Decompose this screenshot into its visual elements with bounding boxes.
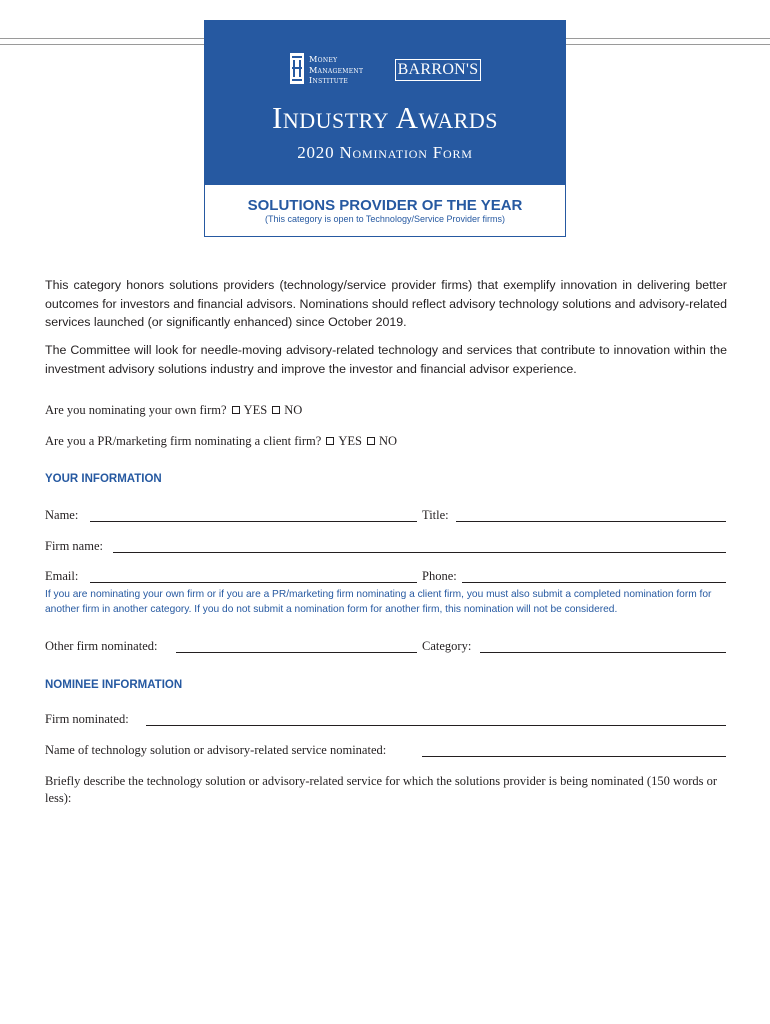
mmi-logo	[290, 53, 382, 89]
email-field[interactable]	[45, 568, 417, 584]
firm-nominated-field[interactable]	[45, 711, 726, 727]
solution-name-field[interactable]	[45, 742, 726, 758]
nomination-requirement-note: If you are nominating your own firm or if you are a PR/marketing firm nominating a client firm, you must also submit a completed nomination form for another firm in another category. If you do not submit a nomination form for another firm, this nomination will not be considered.	[45, 589, 712, 615]
question-pr-firm-label: Are you a PR/marketing firm nominating a client firm?	[45, 434, 322, 448]
awards-title: Industry Awards	[272, 100, 498, 135]
question-own-firm	[45, 402, 302, 418]
intro-paragraph-1: This category honors solutions providers (technology/service provider firms) that exemplify innovation in delivering better outcomes for investors and financial advisors. Nominations should reflect advisory technology solutions and advisory-related services launched (or significantly enhanced) since October 2019.	[45, 278, 727, 329]
category-field[interactable]	[422, 638, 726, 654]
barrons-logo: BARRON'S	[395, 59, 481, 81]
phone-field[interactable]	[422, 568, 726, 584]
nominee-information-heading: NOMINEE INFORMATION	[45, 679, 183, 691]
mmi-wordmark	[309, 54, 363, 86]
category-input-line[interactable]	[480, 652, 726, 653]
describe-prompt: Briefly describe the technology solution or advisory-related service for which the solutions provider is being nominated (150 words or less):	[45, 774, 718, 805]
category-note: (This category is open to Technology/Service Provider firms)	[265, 214, 505, 224]
phone-label: Phone:	[422, 569, 457, 583]
name-label: Name:	[45, 508, 79, 522]
intro-paragraph-2: The Committee will look for needle-moving advisory-related technology and services that contribute to innovation within the investment advisory solutions industry and improve the investor and financial advisor experience.	[45, 343, 727, 376]
other-firm-input-line[interactable]	[176, 652, 417, 653]
your-information-heading: YOUR INFORMATION	[45, 473, 162, 485]
pr-firm-no-label: NO	[378, 434, 398, 448]
solution-name-input-line[interactable]	[422, 756, 726, 757]
title-label: Title:	[422, 508, 449, 522]
other-firm-field[interactable]	[45, 638, 417, 654]
mmi-logo-mark-icon	[290, 53, 304, 84]
org-line-3: Institute	[309, 75, 349, 85]
name-input-line[interactable]	[90, 521, 417, 522]
pr-firm-yes-label: YES	[338, 434, 362, 448]
category-title: SOLUTIONS PROVIDER OF THE YEAR	[247, 197, 523, 214]
own-firm-yes-label: YES	[243, 403, 268, 417]
title-field[interactable]	[422, 507, 726, 523]
other-firm-label: Other firm nominated:	[45, 639, 158, 653]
checkbox-icon[interactable]	[272, 406, 280, 414]
form-subtitle: 2020 Nomination Form	[297, 143, 473, 162]
banner-blue-panel	[205, 21, 565, 185]
firm-name-label: Firm name:	[45, 539, 103, 553]
name-field[interactable]	[45, 507, 417, 523]
header-banner	[204, 20, 566, 237]
email-input-line[interactable]	[90, 582, 417, 583]
firm-nominated-input-line[interactable]	[146, 725, 726, 726]
email-label: Email:	[45, 569, 79, 583]
question-own-firm-label: Are you nominating your own firm?	[45, 403, 227, 417]
phone-input-line[interactable]	[462, 582, 726, 583]
own-firm-no-label: NO	[284, 403, 303, 417]
org-line-1: Money	[309, 54, 338, 64]
firm-nominated-label: Firm nominated:	[45, 712, 129, 726]
checkbox-icon[interactable]	[232, 406, 240, 414]
category-label: Category:	[422, 639, 472, 653]
title-input-line[interactable]	[456, 521, 726, 522]
firm-name-field[interactable]	[45, 538, 726, 554]
question-pr-firm	[45, 433, 397, 449]
org-line-2: Management	[309, 64, 364, 75]
checkbox-icon[interactable]	[326, 437, 334, 445]
checkbox-icon[interactable]	[367, 437, 375, 445]
firm-name-input-line[interactable]	[113, 552, 726, 553]
solution-name-label: Name of technology solution or advisory-related service nominated:	[45, 743, 387, 757]
